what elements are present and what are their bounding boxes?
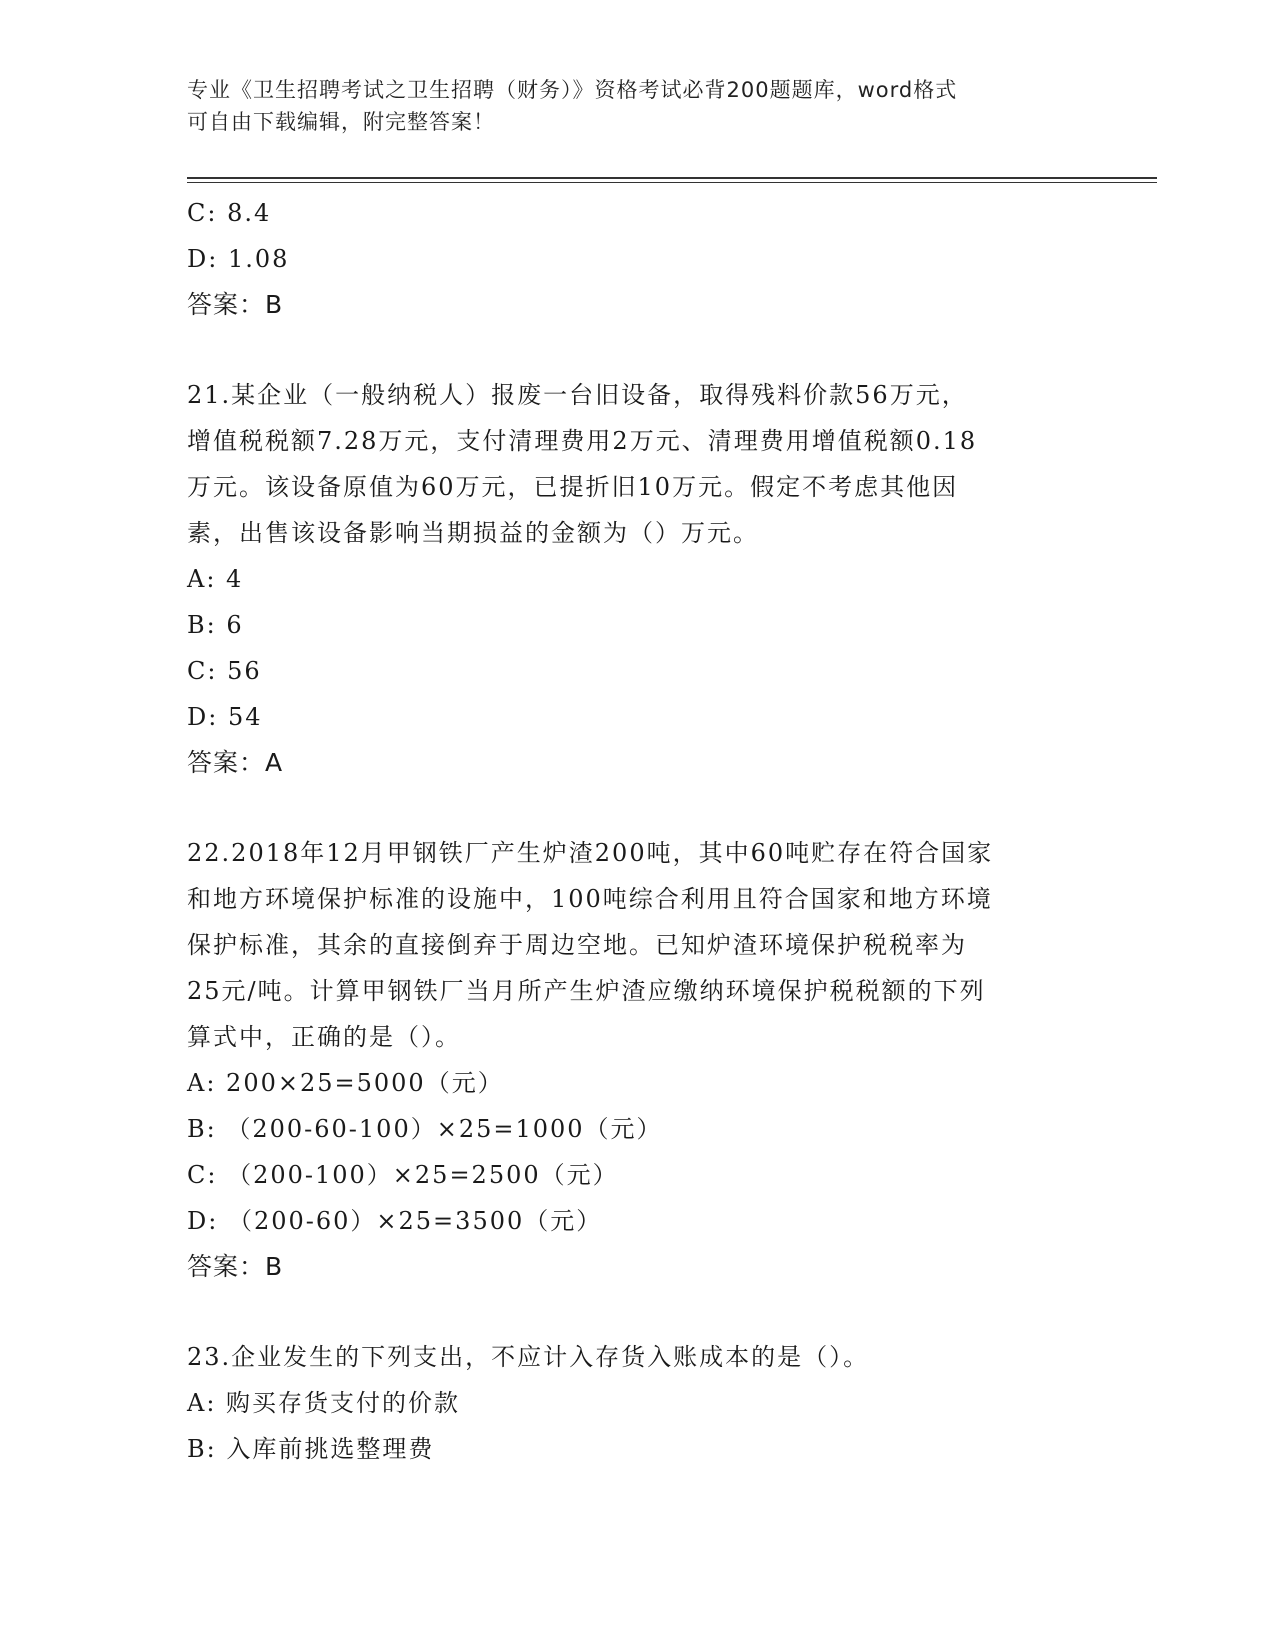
question-text-line: 素，出售该设备影响当期损益的金额为（）万元。 (187, 519, 759, 547)
question-text-line: 和地方环境保护标准的设施中，100吨综合利用且符合国家和地方环境 (187, 885, 993, 913)
question-text-line: 算式中，正确的是（）。 (187, 1023, 461, 1051)
document-header (187, 74, 1087, 138)
answer-line: 答案：A (187, 748, 284, 777)
option-d: D: 54 (187, 703, 263, 731)
option-d: D: （200-60）×25=3500（元） (187, 1207, 603, 1235)
option-a: A: 购买存货支付的价款 (187, 1389, 461, 1417)
question-text-line: 万元。该设备原值为60万元，已提折旧10万元。假定不考虑其他因 (187, 473, 959, 501)
question-22 (187, 830, 1087, 1290)
question-text-line: 25元/吨。计算甲钢铁厂当月所产生炉渣应缴纳环境保护税税额的下列 (187, 977, 986, 1005)
answer-line: 答案：B (187, 290, 284, 319)
header-line-2: 可自由下载编辑，附完整答案！ (187, 110, 495, 134)
option-b: B: （200-60-100）×25=1000（元） (187, 1115, 663, 1143)
option-c: C: 56 (187, 657, 262, 685)
question-text-line: 保护标准，其余的直接倒弃于周边空地。已知炉渣环境保护税税率为 (187, 931, 967, 959)
header-rule-thick (187, 177, 1157, 179)
question-21 (187, 372, 1087, 786)
question-text-line: 增值税税额7.28万元，支付清理费用2万元、清理费用增值税额0.18 (187, 427, 978, 455)
question-text-line: 21.某企业（一般纳税人）报废一台旧设备，取得残料价款56万元， (187, 381, 968, 409)
question-23 (187, 1334, 1087, 1472)
question-text-line: 23.企业发生的下列支出，不应计入存货入账成本的是（）。 (187, 1343, 870, 1371)
header-rule-thin (187, 182, 1157, 183)
option-c: C: 8.4 (187, 199, 272, 227)
option-a: A: 4 (187, 565, 244, 593)
option-b: B: 入库前挑选整理费 (187, 1435, 435, 1463)
option-b: B: 6 (187, 611, 244, 639)
option-c: C: （200-100）×25=2500（元） (187, 1161, 619, 1189)
question-text-line: 22.2018年12月甲钢铁厂产生炉渣200吨，其中60吨贮存在符合国家 (187, 839, 994, 867)
answer-line: 答案：B (187, 1252, 284, 1281)
header-line-1: 专业《卫生招聘考试之卫生招聘（财务）》资格考试必背200题题库，word格式 (187, 78, 958, 102)
document-body (187, 190, 1087, 1472)
prev-question-block (187, 190, 1087, 328)
option-a: A: 200×25=5000（元） (187, 1069, 504, 1097)
option-d: D: 1.08 (187, 245, 290, 273)
